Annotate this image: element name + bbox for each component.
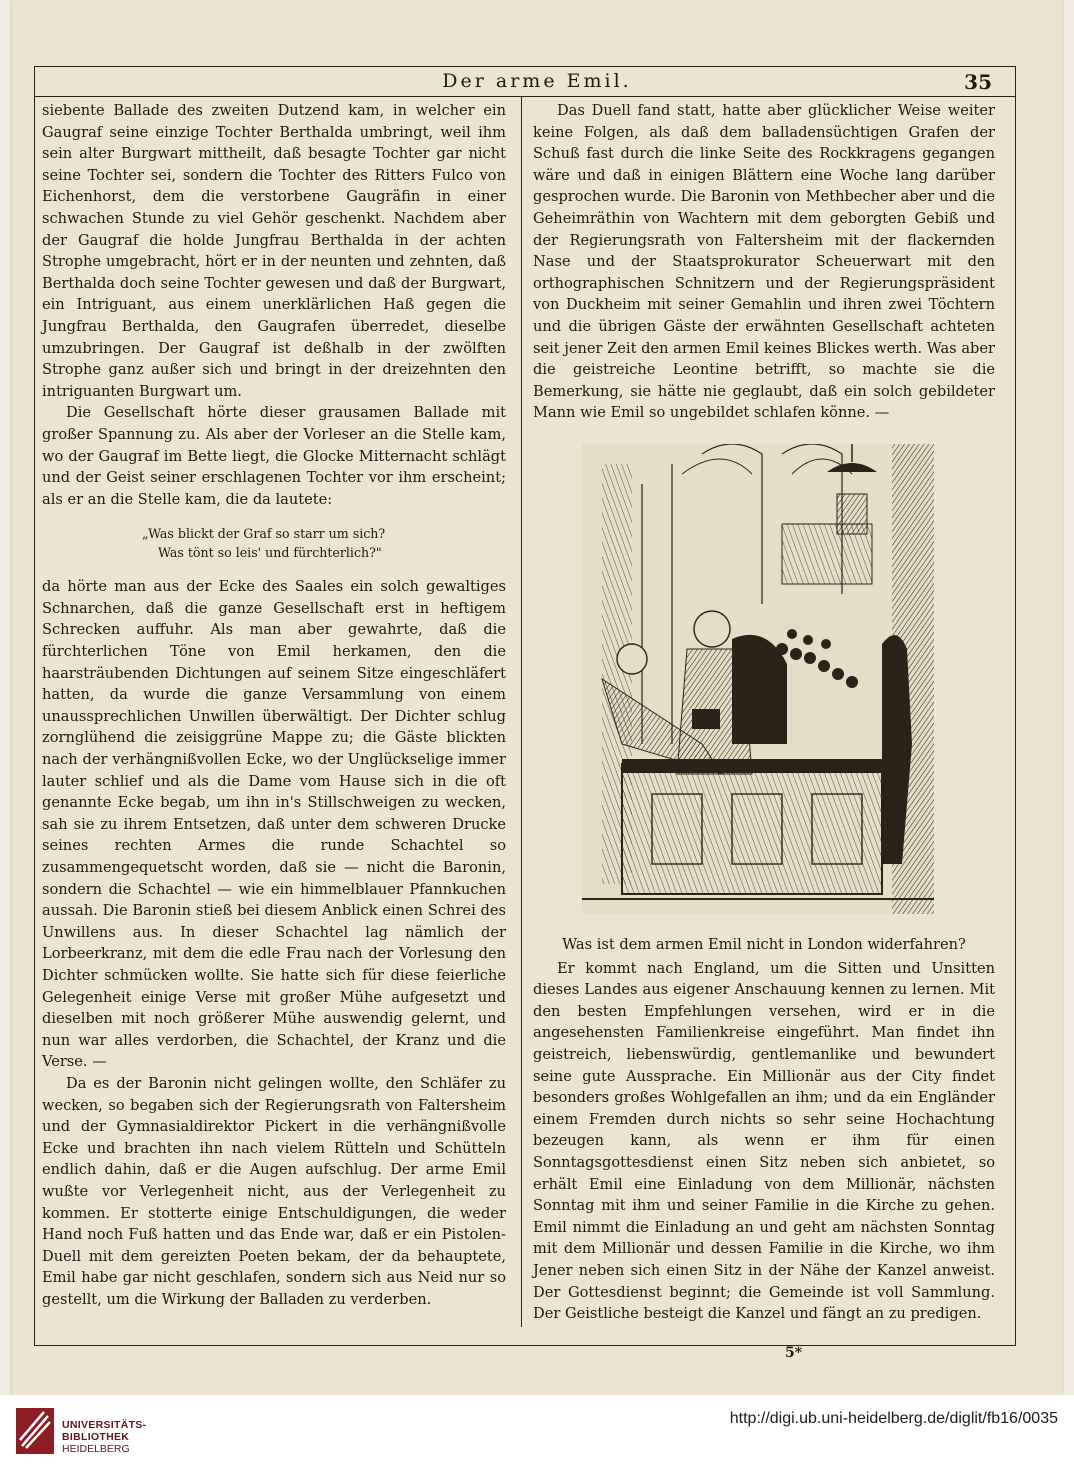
- library-name: [62, 1419, 182, 1455]
- left-paragraph-1: siebente Ballade des zweiten Dutzend kam, in welcher ein Gaugraf seine einzige Tochter Berthalda umbringt, weil ihm sein alter Burgwart mittheilt, daß besagte Tochter gar nicht seine Tochter sei, sondern die Tochter des Ritters Fulco von Eichenhorst, dem die verstorbene Gaugräfin in einer schwachen Stunde zu viel Gehör geschenkt. Nachdem aber der Gaugraf die holde Jungfrau Berthalda in der achten Strophe umgebracht, hört er in der neunten und zehnten, daß Berthalda doch seine Tochter gewesen und daß der Burgwart, ein Intriguant, aus einem unerklärlichen Haß gegen die Jungfrau Berthalda, den Gaugrafen überredet, dieselbe umzubringen. Der Gaugraf ist deßhalb in der zwölften Strophe ganz außer sich und bringt in der dreizehnten den intriguanten Burgwart um.: [42, 102, 506, 400]
- verse-line-1: „Was blickt der Graf so starr um sich?: [142, 526, 386, 542]
- right-column-top: [533, 100, 995, 424]
- illustration-caption: Was ist dem armen Emil nicht in London widerfahren?: [562, 936, 966, 953]
- left-paragraph-4: Da es der Baronin nicht gelingen wollte, den Schläfer zu wecken, so begaben sich der Regierungsrath von Faltersheim und der Gymnasialdirektor Pickert in die verhängnißvolle Ecke und brachten ihn nach vielem Rütteln und Schütteln endlich dahin, daß er die Augen aufschlug. Der arme Emil wußte vor Verlegenheit nicht, aus der Verlegenheit zu kommen. Er stotterte einige Entschuldigungen, die weder Hand noch Fuß hatten und das Ende war, daß er ein Pistolen-Duell mit dem gereizten Poeten bekam, der da behauptete, Emil habe gar nicht geschlafen, sondern sich aus Neid nur so gestellt, um die Wirkung der Balladen zu verderben.: [42, 1074, 506, 1308]
- engraving-illustration: [582, 444, 934, 914]
- left-paragraph-3: da hörte man aus der Ecke des Saales ein solch gewaltiges Schnarchen, daß die ganze Gesellschaft erst in heftigem Schrecken auffuhr. Als man aber gewahrte, daß die fürchterlichen Töne von Emil herkamen, den die haarsträubenden Dichtungen auf seinem Sitze eingeschläfert hatten, da wurde die ganze Versammlung von einem unaussprechlichen Unwillen überwältigt. Der Dichter schlug zornglühend die zeisiggrüne Mappe zu; die Gäste blickten nach der verhängnißvollen Ecke, wo der Unglückselige immer lauter schlief und als die Dame vom Hause sich in die oft genannte Ecke begab, um ihn in's Stillschweigen zu wecken, sah sie zu ihrem Entsetzen, daß unter dem schweren Drucke seines rechten Armes die runde Schachtel so zusammengequetscht worden, daß sie — nicht die Baronin, sondern die Schachtel — wie ein himmelblauer Pfannkuchen aussah. Die Baronin stieß bei diesem Anblick einen Schrei des Unwillens aus. In dieser Schachtel lag nämlich der Lorbeerkranz, mit dem die edle Frau nach der Vorlesung den Dichter schmücken wollte. Sie hatte sich für diese feierliche Gelegenheit einige Verse mit großer Mühe aufgesetzt und dieselben mit noch größerer Mühe auswendig gelernt, und nun war alles verdorben, die Schachtel, der Kranz und die Verse. —: [42, 578, 506, 1071]
- header-rule: [34, 96, 1016, 97]
- logo-line-1: UNIVERSITÄTS-: [62, 1419, 147, 1431]
- right-paragraph-2: Er kommt nach England, um die Sitten und Unsitten dieses Landes aus eigener Anschauung kennen zu lernen. Mit den besten Empfehlungen versehen, wird er in die angesehensten Familienkreise eingeführt. Man findet ihn geistreich, liebenswürdig, gentlemanlike und bewundert seine gute Aussprache. Ein Millionär aus der City findet besonders großes Wohlgefallen an ihm; und da ein Engländer einem Fremden durch nichts so sehr seine Hochachtung bezeugen kann, als wenn er ihm für einen Sonntagsgottesdienst einen Sitz neben sich anbietet, so erhält Emil eine Einladung von dem Millionär, nächsten Sonntag mit ihm und seiner Familie in die Kirche zu gehen. Emil nimmt die Einladung an und geht am nächsten Sonntag mit dem Millionär und dessen Familie in die Kirche, wo ihm Jener neben sich einen Sitz in der Nähe der Kanzel anweist. Der Gottesdienst beginnt; die Gemeinde ist voll Sammlung. Der Geistliche besteigt die Kanzel und fängt an zu predigen.: [533, 959, 995, 1323]
- university-seal-icon: [14, 1406, 56, 1456]
- source-url-link[interactable]: http://digi.ub.uni-heidelberg.de/diglit/fb16/0035: [729, 1410, 1058, 1427]
- left-column: [42, 100, 506, 1310]
- logo-line-2: BIBLIOTHEK: [62, 1431, 130, 1443]
- logo-line-3: HEIDELBERG: [62, 1443, 130, 1455]
- page-number: 35: [964, 70, 992, 94]
- signature-mark: 5*: [785, 1345, 803, 1361]
- verse-line-2: Was tönt so leis' und fürchterlich?": [158, 545, 382, 561]
- right-column-bottom: [533, 934, 995, 1325]
- verse-quote: [42, 524, 506, 562]
- right-paragraph-1: Das Duell fand statt, hatte aber glücklicher Weise weiter keine Folgen, als daß dem balladensüchtigen Grafen der Schuß fast durch die linke Seite des Rockkragens gegangen wäre und daß in einigen Blättern eine Woche lang darüber gesprochen wurde. Die Baronin von Methbecher aber und die Geheimräthin von Wachtern mit dem geborgten Gebiß und der Regierungsrath von Faltersheim mit der flackernden Nase und der Staatsprokurator Scheuerwart mit den orthographischen Schnitzern und der Regierungspräsident von Duckheim mit seiner Gemahlin und ihren zwei Töchtern und die übrigen Gäste der erwähnten Gesellschaft achteten seit jener Zeit den armen Emil keines Blickes werth. Was aber die geistreiche Leontine betrifft, so machte sie die Bemerkung, sie hätte nie geglaubt, daß ein solch gebildeter Mann wie Emil so ungebildet schlafen könne. —: [533, 102, 995, 422]
- column-divider: [521, 97, 522, 1327]
- running-title: Der arme Emil.: [442, 70, 632, 92]
- left-paragraph-2: Die Gesellschaft hörte dieser grausamen Ballade mit großer Spannung zu. Als aber der Vorleser an die Stelle kam, wo der Gaugraf im Bette liegt, die Glocke Mitternacht schlägt und der Geist seiner erschlagenen Tochter vor ihm erscheint; als er an die Stelle kam, die da lautete:: [42, 404, 506, 508]
